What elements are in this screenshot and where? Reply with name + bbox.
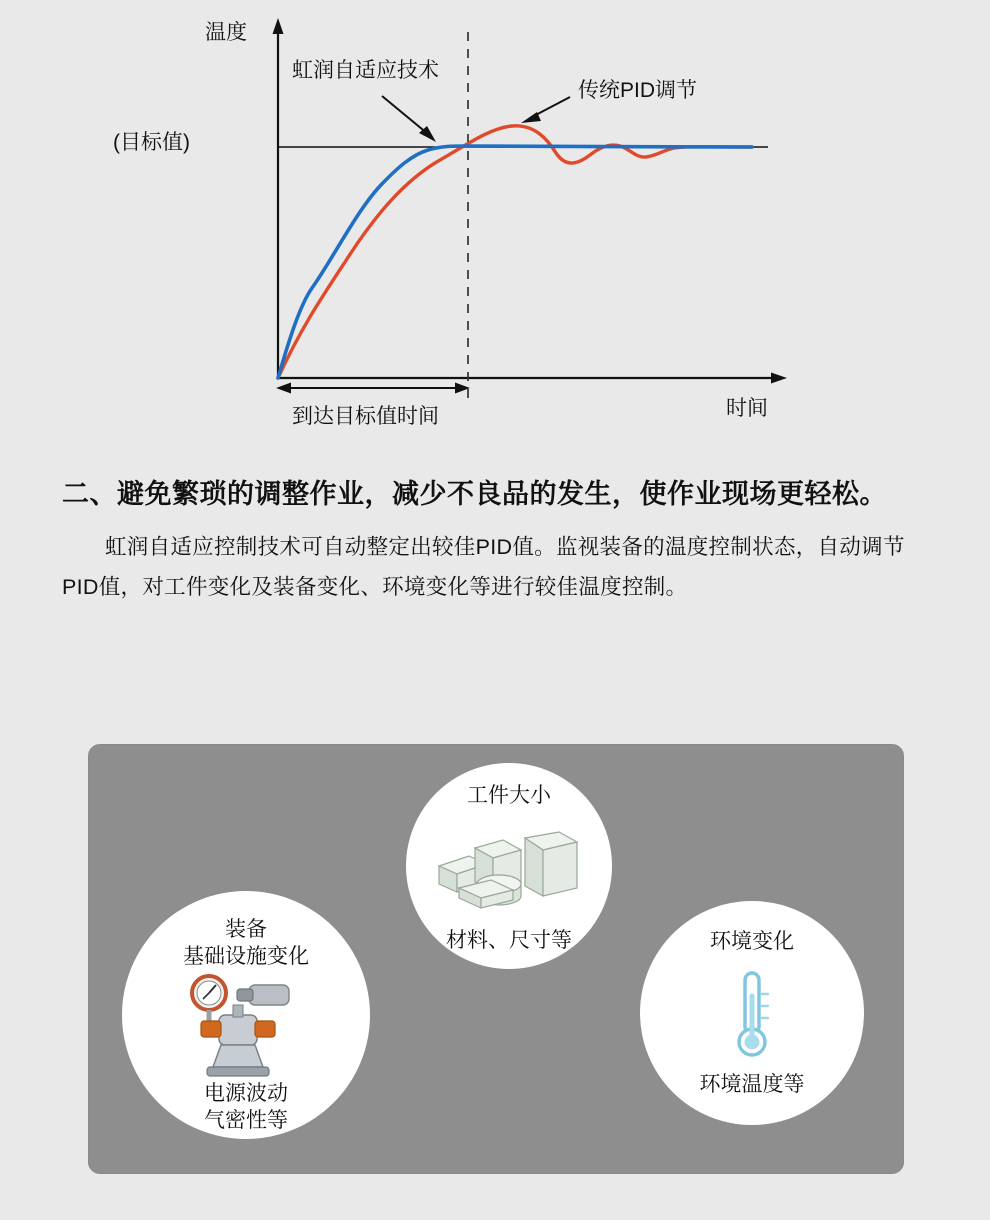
bubble-environment-title: 环境变化 (710, 930, 794, 953)
y-axis-arrow (273, 18, 284, 34)
factors-diagram-panel (88, 744, 904, 1174)
adaptive-curve-label: 虹润自适应技术 (292, 59, 439, 82)
reach-time-label: 到达目标值时间 (292, 405, 439, 428)
y-axis-label: 温度 (205, 21, 247, 44)
adaptive-curve (278, 146, 752, 378)
bubble-equipment-caption-line1: 电源波动 (204, 1081, 288, 1105)
bubble-environment (640, 901, 864, 1125)
adaptive-annotation-arrow-line (382, 96, 428, 134)
bubble-equipment (122, 891, 370, 1139)
bubble-workpiece-caption: 材料、尺寸等 (446, 929, 572, 953)
target-value-label: (目标值) (113, 131, 190, 154)
chart-figure (0, 0, 990, 460)
bubble-workpiece-title: 工件大小 (467, 784, 551, 807)
bubble-equipment-title-line2: 基础设施变化 (183, 944, 309, 968)
bubble-environment-caption: 环境温度等 (699, 1073, 805, 1097)
chart-svg (0, 0, 990, 460)
x-axis-arrow (771, 373, 787, 384)
valve-gauge-icon (171, 971, 321, 1081)
x-axis-label: 时间 (726, 397, 768, 420)
bubble-equipment-title (183, 917, 309, 971)
thermometer-icon (717, 956, 787, 1072)
blocks-icon (429, 810, 589, 928)
bubble-equipment-title-line1: 装备 (225, 918, 267, 941)
bubble-workpiece (406, 763, 612, 969)
reach-time-arrow-left (276, 383, 291, 394)
bubble-equipment-caption-line2: 气密性等 (204, 1108, 288, 1132)
section-heading: 二、避免繁琐的调整作业，减少不良品的发生，使作业现场更轻松。 (62, 479, 887, 509)
section-paragraph: 虹润自适应控制技术可自动整定出较佳PID值。监视装备的温度控制状态，自动调节PID值，对工件变化及装备变化、环境变化等进行较佳温度控制。 (62, 534, 905, 599)
bubble-equipment-caption (204, 1081, 288, 1135)
text-section (0, 474, 990, 607)
pid-curve (278, 126, 752, 378)
pid-curve-label: 传统PID调节 (578, 79, 698, 102)
